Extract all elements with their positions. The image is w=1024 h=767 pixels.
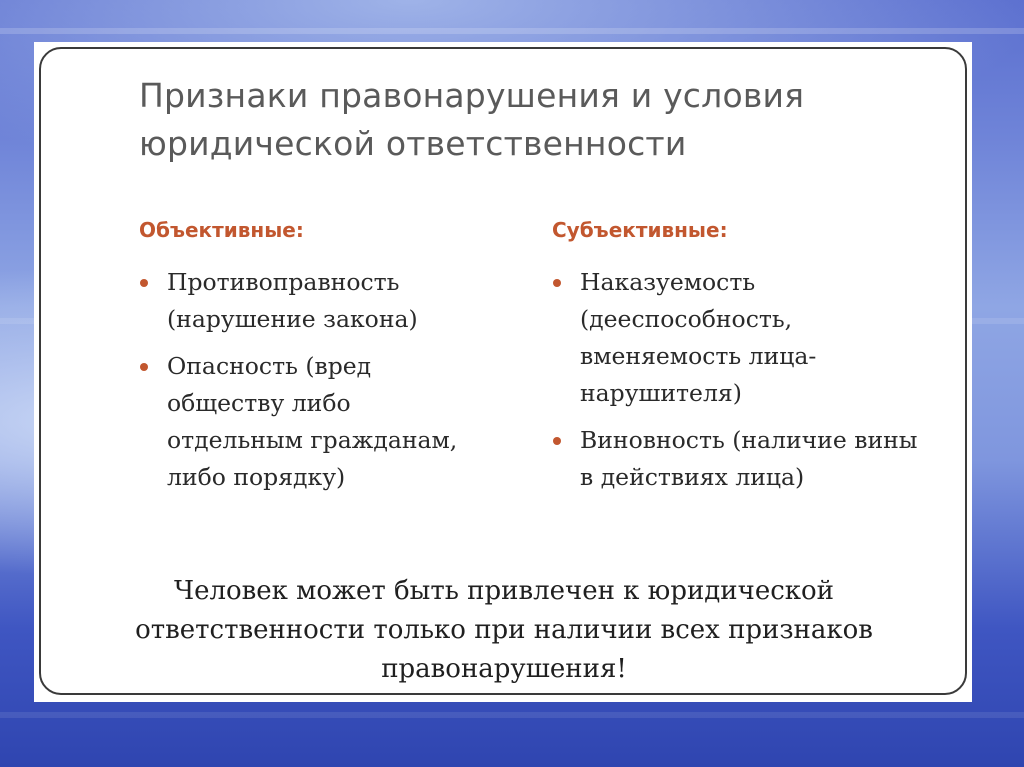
bullet-icon (553, 437, 561, 445)
bullet-icon (553, 279, 561, 287)
bullet-icon (140, 279, 148, 287)
subjective-item-text: Наказуемость (дееспособность, вменяемость лица-нарушителя) (580, 268, 817, 407)
list-item (552, 264, 932, 412)
slide-title: Признаки правонарушения и условия юридической ответственности (139, 76, 805, 163)
list-item (139, 264, 469, 338)
background-streak (0, 712, 1024, 718)
list-item (139, 348, 469, 496)
bullet-icon (140, 363, 148, 371)
list-item (552, 422, 932, 496)
subjective-list (552, 264, 932, 506)
slide-card (34, 42, 972, 702)
objective-list (139, 264, 469, 506)
background-streak (0, 28, 1024, 34)
subjective-item-text: Виновность (наличие вины в действиях лица) (580, 426, 918, 491)
objective-item-text: Опасность (вред обществу либо отдельным гражданам, либо порядку) (167, 352, 458, 491)
slide-conclusion: Человек может быть привлечен к юридической ответственности только при наличии всех признаков правонарушения! (135, 576, 873, 684)
subjective-heading: Субъективные: (552, 218, 728, 242)
objective-heading: Объективные: (139, 218, 304, 242)
objective-item-text: Противоправность (нарушение закона) (167, 268, 418, 333)
